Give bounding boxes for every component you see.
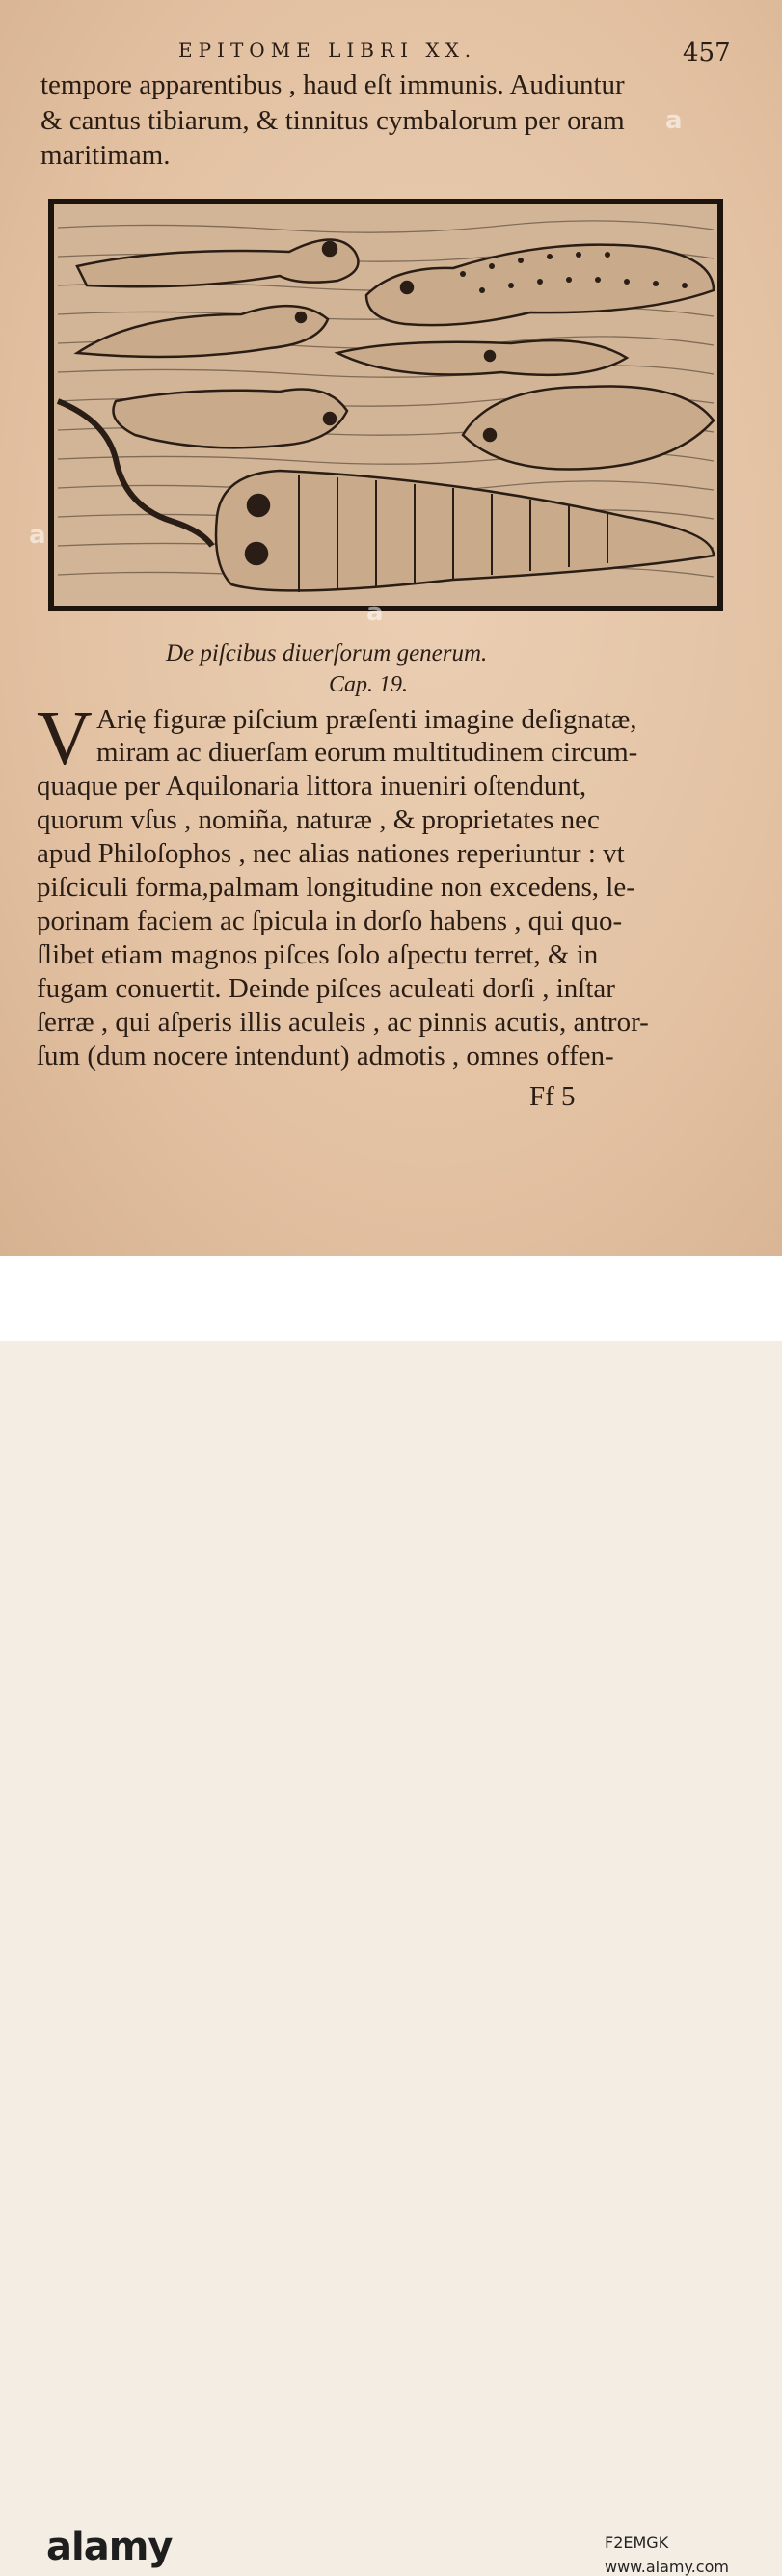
watermark-text: a (665, 106, 683, 135)
drop-cap: V (37, 696, 93, 781)
image-code: F2EMGK (605, 2534, 669, 2552)
alamy-logo: alamy (46, 2525, 173, 2569)
text-line: tempore apparentibus , haud eſt immunis. Audiuntur (40, 69, 625, 100)
body-line: Arię figuræ piſcium præſenti imagine deſignatæ, (96, 704, 637, 735)
body-line: apud Philoſophos , nec alias nationes reperiuntur : vt (37, 838, 625, 869)
fish-hare-faced (114, 390, 348, 448)
body-line: ſerræ , qui aſperis illis aculeis , ac pinnis acutis, antror- (37, 1007, 649, 1038)
text-line: & cantus tibiarum, & tinnitus cymbalorum per oram (40, 105, 625, 136)
body-line: quaque per Aquilonaria littora inueniri oſtendunt, (37, 771, 587, 801)
body-line: fugam conuertit. Deinde piſces aculeati dorſi , inſtar (37, 973, 615, 1004)
text-line: maritimam. (40, 140, 171, 171)
signature-mark: Ff 5 (529, 1081, 576, 1112)
illustration-caption: De piſcibus diuerſorum generum. (166, 640, 488, 666)
body-line: ſlibet etiam magnos piſces ſolo aſpectu terret, & in (37, 939, 599, 970)
body-line: porinam faciem ac ſpicula in dorſo habens , qui quo- (37, 906, 623, 936)
body-line: miram ac diuerſam eorum multitudinem circum- (96, 737, 638, 768)
watermark-text: a (366, 598, 384, 627)
running-header: EPITOME LIBRI XX. (178, 39, 477, 62)
woodcut-illustration (48, 199, 723, 611)
watermark-text: a (29, 521, 46, 550)
site-url[interactable]: www.alamy.com (605, 2558, 729, 2576)
body-line: quorum vſus , nomiña, naturæ , & proprietates nec (37, 804, 600, 835)
chapter-heading: Cap. 19. (329, 672, 409, 697)
stock-footer (0, 1256, 782, 2576)
page-number: 457 (683, 39, 731, 68)
body-line: piſciculi forma,palmam longitudine non excedens, le- (37, 872, 635, 903)
book-page (0, 0, 782, 1256)
body-line: ſum (dum nocere intendunt) admotis , omnes offen- (37, 1041, 614, 1071)
